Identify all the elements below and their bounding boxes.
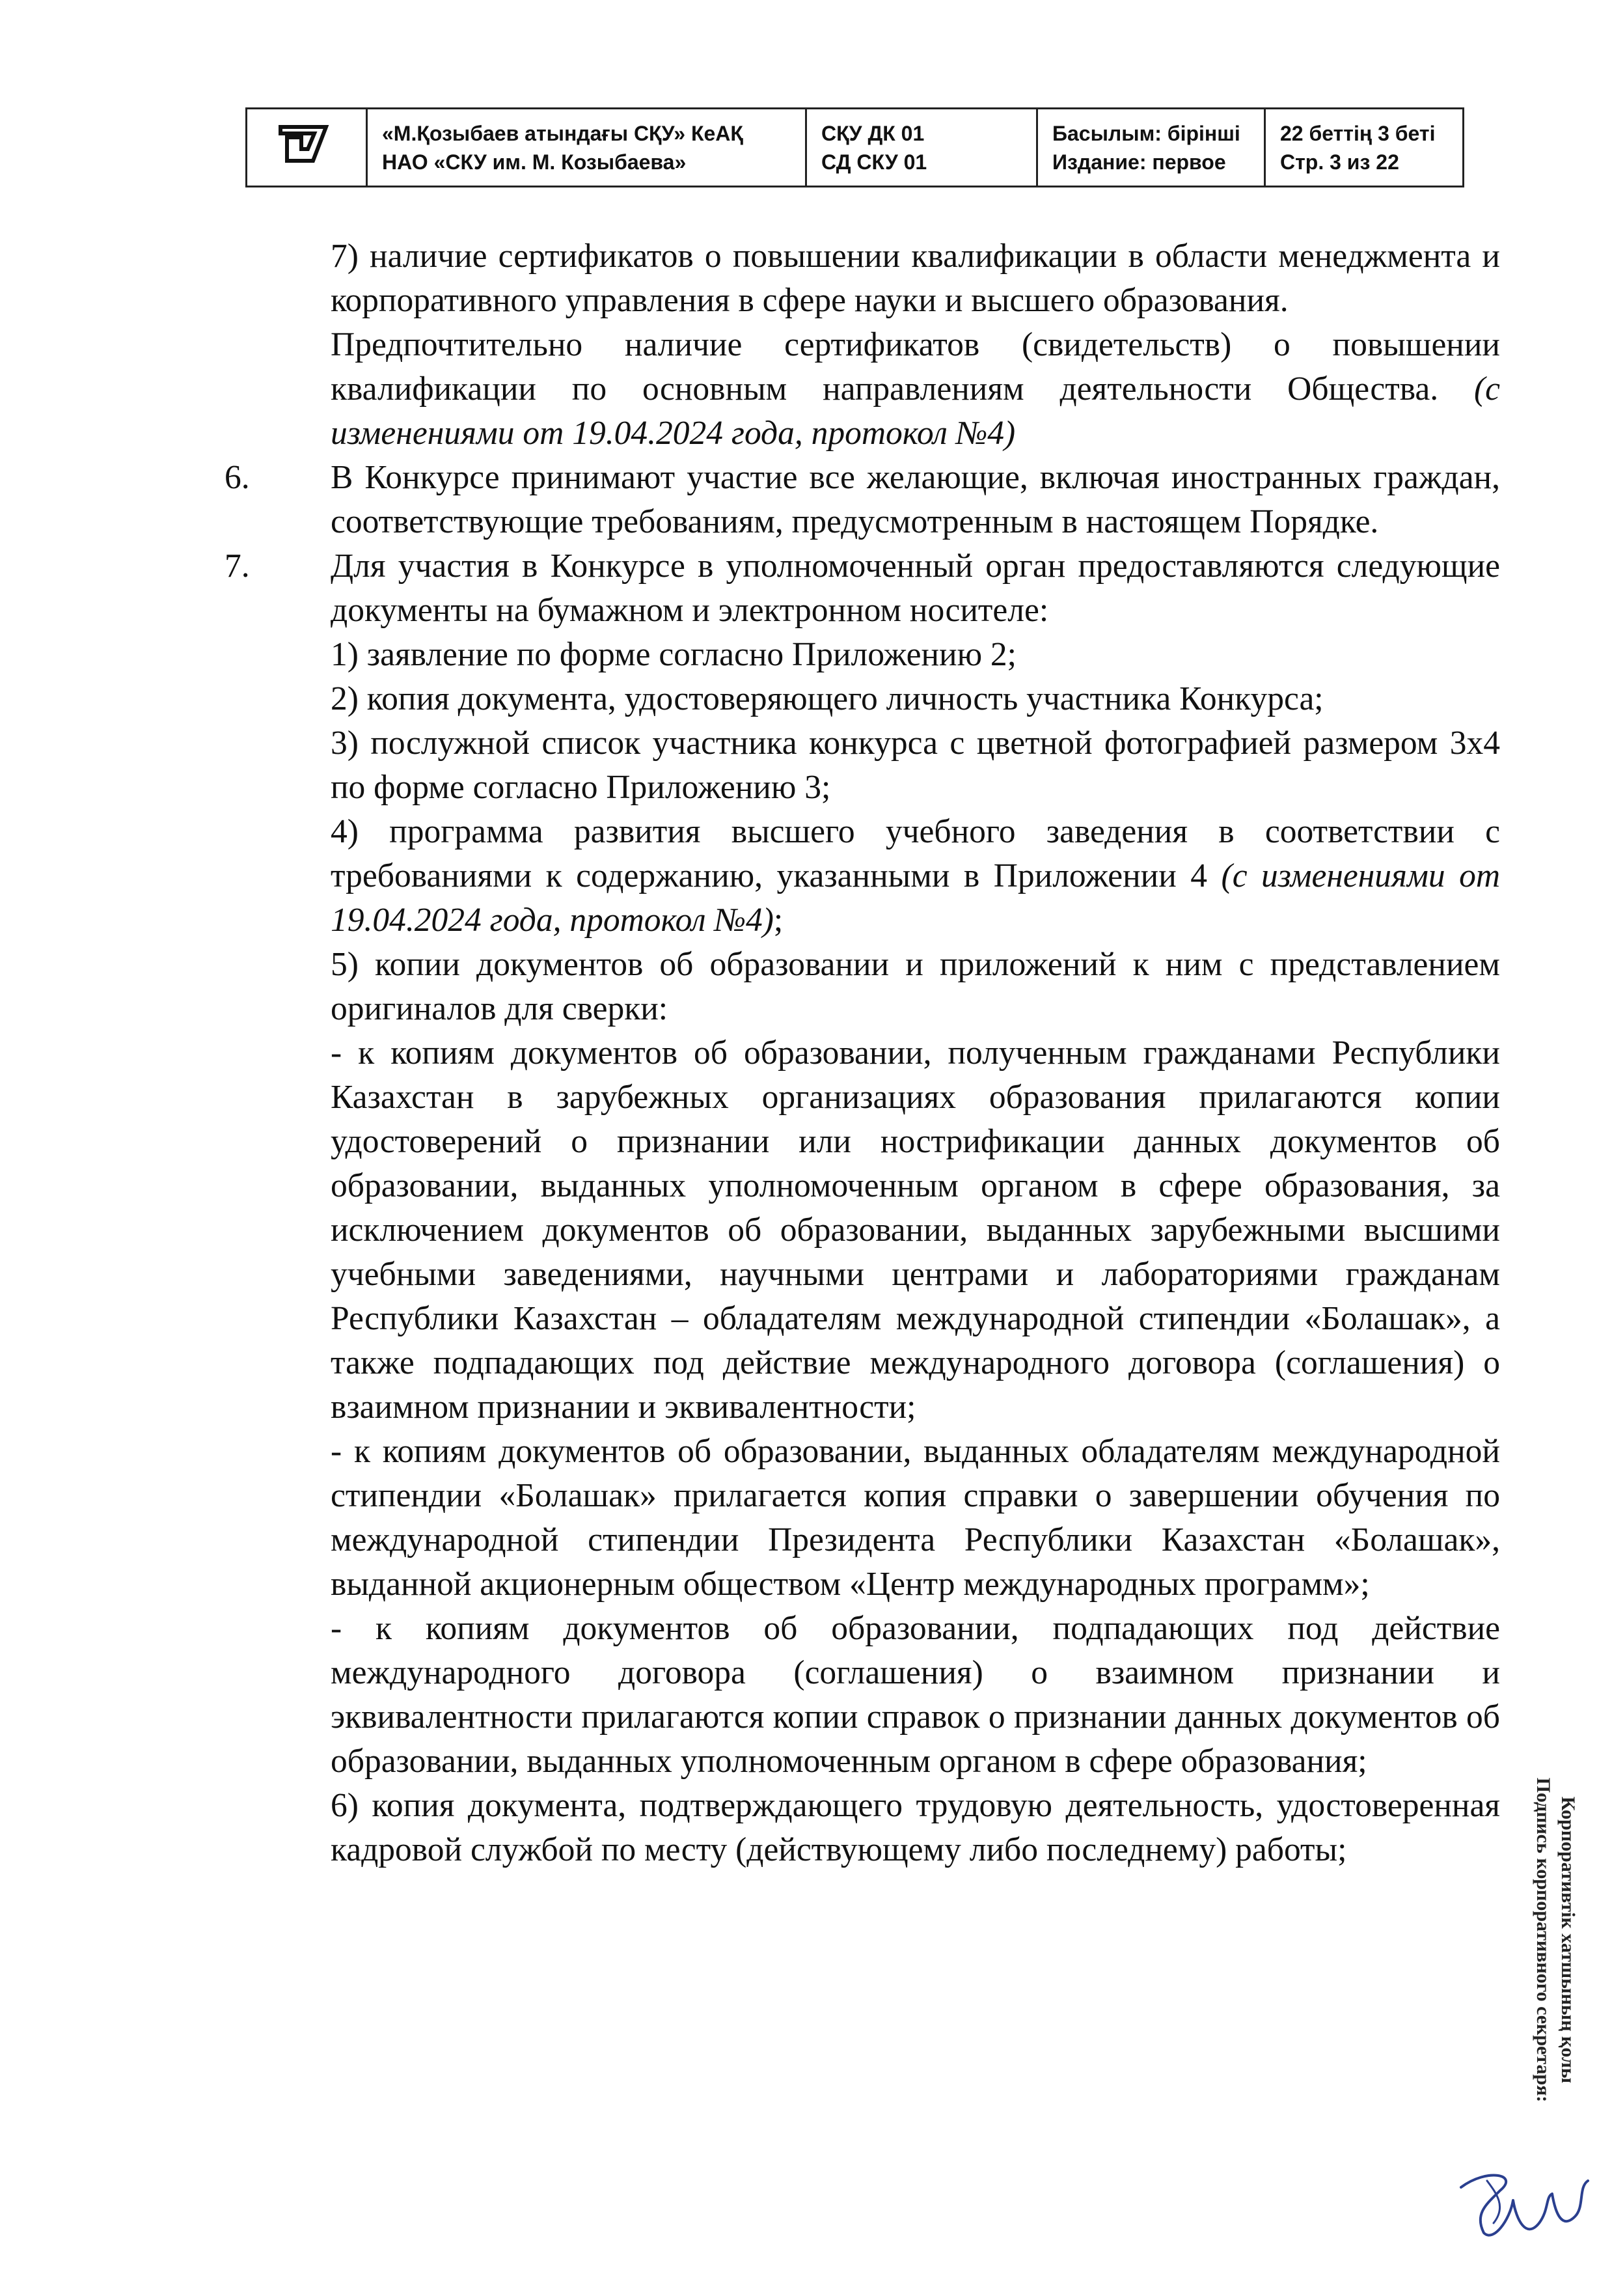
logo-cell: [247, 109, 367, 187]
doc-code-ru: СД СКУ 01: [821, 150, 927, 174]
header-edition: [1037, 109, 1265, 187]
stamp-line-kz: Корпоративтік хатшының қолы: [1557, 1796, 1579, 2084]
document-item-3: 3) послужной список участника конкурса с цветной фотографией размером 3х4 по форме согласно Приложению 3;: [331, 725, 1500, 806]
clause-7: [225, 544, 1500, 633]
university-logo-icon: [275, 120, 338, 167]
page-number-ru: Стр. 3 из 22: [1280, 150, 1399, 174]
page-number-kz: 22 беттің 3 беті: [1280, 121, 1436, 145]
header-doc-code: [806, 109, 1037, 187]
corporate-secretary-stamp: [1515, 1751, 1580, 2129]
stamp-line-ru: Подпись корпоративного секретаря:: [1533, 1777, 1554, 2103]
document-header: [245, 107, 1464, 187]
dash-item-international-agreement: - к копиям документов об образовании, подпадающих под действие международного договора (соглашения) о взаимном признании и эквивалентности прилагаются копии справок о признании данных документов об образовании, выданных уполномоченным органом в сфере образования;: [331, 1610, 1500, 1780]
document-body: [225, 234, 1500, 1872]
clause-6-number: 6.: [225, 459, 250, 496]
clause-7-text: Для участия в Конкурсе в уполномоченный орган предоставляются следующие документы на бумажном и электронном носителе:: [331, 547, 1500, 629]
document-item-6: 6) копия документа, подтверждающего трудовую деятельность, удостоверенная кадровой службой по месту (действующему либо последнему) работы;: [331, 1787, 1500, 1868]
clause-7-number: 7.: [225, 547, 250, 585]
handwritten-signature: [1448, 2161, 1598, 2252]
document-item-1: 1) заявление по форме согласно Приложению 2;: [331, 636, 1017, 673]
document-item-5: 5) копии документов об образовании и приложений к ним с представлением оригиналов для сверки:: [331, 946, 1500, 1027]
clause-6: [225, 456, 1500, 544]
requirement-7: 7) наличие сертификатов о повышении квалификации в области менеджмента и корпоративного управления в сфере науки и высшего образования.: [331, 238, 1500, 319]
org-name-ru: НАО «СКУ им. М. Козыбаева»: [382, 150, 687, 174]
document-item-4: [225, 810, 1500, 943]
dash-item-bolashak: - к копиям документов об образовании, выданных обладателям международной стипендии «Болашак» прилагается копия справки о завершении обучения по международной стипендии Президента Республики Казахстан «Болашак», выданной акционерным обществом «Центр международных программ»;: [331, 1433, 1500, 1603]
document-item-4-end: ;: [773, 902, 784, 939]
doc-code-kz: СҚУ ДК 01: [821, 121, 925, 145]
header-page-number: [1265, 109, 1464, 187]
amendment-note: (с изменениями от 19.04.2024 года, протокол №4): [331, 370, 1500, 452]
clause-6-text: В Конкурсе принимают участие все желающие, включая иностранных граждан, соответствующие требованиям, предусмотренным в настоящем Порядке.: [331, 459, 1500, 540]
amendment-note: (с изменениями от 19.04.2024 года, протокол №4): [331, 857, 1501, 939]
edition-kz: Басылым: бірінші: [1052, 121, 1240, 145]
document-item-4-text: 4) программа развития высшего учебного заведения в соответствии с требованиями к содержанию, указанными в Приложении 4: [331, 813, 1500, 894]
edition-ru: Издание: первое: [1052, 150, 1226, 174]
dash-item-foreign-education: - к копиям документов об образовании, полученным гражданами Республики Казахстан в зарубежных организациях образования прилагаются копии удостоверений о признании или нострификации данных документов об образовании, выданных уполномоченным органом в сфере образования, за исключением документов об образовании, выданных зарубежными высшими учебными заведениями, научными центрами и лабораториями гражданам Республики Казахстан – обладателям международной стипендии «Болашак», а также подпадающих под действие международного договора (соглашения) о взаимном признании и эквивалентности;: [331, 1034, 1500, 1426]
preferred-certificates: [225, 323, 1500, 456]
preferred-text: Предпочтительно наличие сертификатов (свидетельств) о повышении квалификации по основным направлениям деятельности Общества.: [331, 326, 1500, 408]
header-organization: [367, 109, 806, 187]
document-item-2: 2) копия документа, удостоверяющего личность участника Конкурса;: [331, 680, 1324, 717]
org-name-kz: «М.Қозыбаев атындағы СҚУ» КеАҚ: [382, 121, 743, 145]
